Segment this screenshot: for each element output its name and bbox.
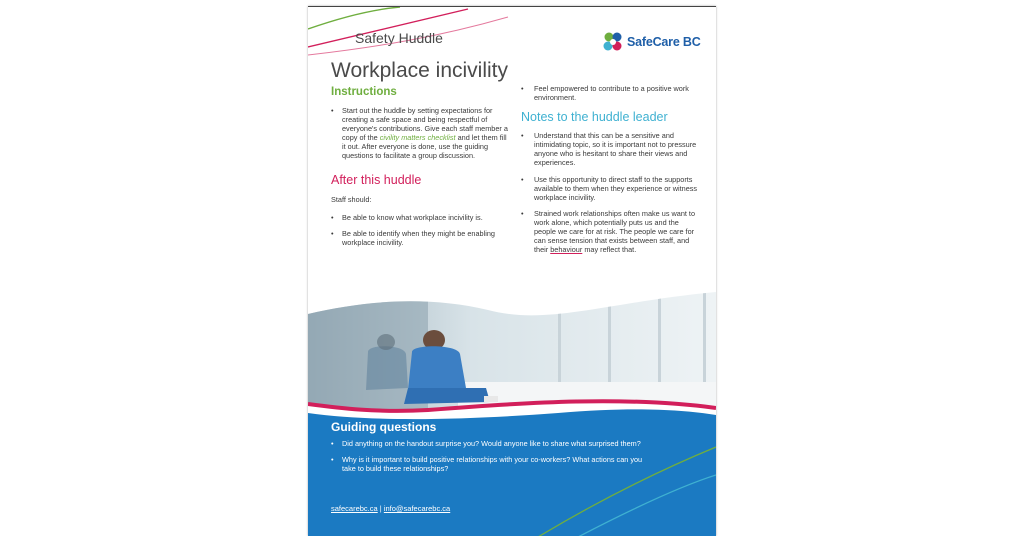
list-item-text: Did anything on the handout surprise you? Would anyone like to share what surprised them? [342, 439, 641, 448]
instructions-text-end: and let them fill it out. After everyone is done, use the guiding questions to facilitate a group discussion. [342, 133, 507, 161]
after-huddle-intro: Staff should: [331, 194, 372, 204]
bullet-icon: • [331, 439, 334, 448]
notes-heading: Notes to the huddle leader [521, 110, 668, 125]
bullet-icon: • [331, 212, 334, 222]
after-huddle-list [331, 213, 511, 247]
logo-wordmark: SafeCare BC [627, 35, 701, 49]
instructions-list [331, 106, 511, 161]
list-item [521, 175, 701, 202]
list-item [331, 455, 651, 473]
bullet-icon: • [521, 84, 524, 93]
bullet-icon: • [521, 131, 524, 141]
after-huddle-list-continued [521, 84, 701, 102]
list-item-text: Feel empowered to contribute to a positive work environment. [534, 84, 689, 103]
page-title: Workplace incivility [331, 59, 508, 82]
instructions-heading: Instructions [331, 86, 397, 98]
list-item [331, 439, 651, 448]
bullet-icon: • [331, 228, 334, 238]
list-item-text-start: Strained work relationships often make us want to work alone, which potentially puts us and the people we care for at risk. The people we care for can sense tension that exists between staff, and their [534, 208, 696, 255]
guiding-questions-list [331, 439, 651, 480]
footer-contact [331, 504, 450, 513]
bullet-icon: • [521, 174, 524, 184]
list-item-text-end: may reflect that. [582, 245, 637, 255]
list-item-text: Understand that this can be a sensitive and intimidating topic, so it is important not to pressure anyone who is hesitant to share their views and experiences. [534, 131, 697, 168]
safecare-logo-icon [602, 31, 624, 53]
list-item [521, 209, 701, 254]
civility-checklist-link[interactable]: civility matters checklist [379, 133, 456, 143]
list-item-text: Be able to know what workplace incivility is. [342, 212, 483, 222]
footer-separator: | [377, 504, 384, 513]
list-item [331, 213, 511, 222]
list-item [331, 106, 511, 161]
safecare-bc-logo [602, 31, 701, 55]
email-link[interactable]: info@safecarebc.ca [383, 504, 451, 513]
website-link[interactable]: safecarebc.ca [331, 504, 378, 513]
right-column [521, 84, 701, 261]
bullet-icon: • [521, 208, 524, 218]
after-huddle-heading: After this huddle [331, 172, 422, 187]
hospital-hallway-photo [308, 292, 716, 416]
list-item [521, 84, 701, 102]
instructions-text-start: Start out the huddle by setting expectations for creating a safe space and being respectful of everyone's contributions. Give each staff member a copy of the [342, 106, 508, 143]
list-item [331, 229, 511, 247]
guiding-questions-heading: Guiding questions [331, 420, 437, 434]
huddle-type-label: Safety Huddle [355, 30, 443, 46]
huddle-document-page [308, 6, 716, 536]
notes-list [521, 131, 701, 254]
left-column [331, 86, 511, 254]
list-item-text: Be able to identify when they might be enabling workplace incivility. [342, 228, 495, 247]
bullet-icon: • [331, 455, 334, 465]
list-item-text: Why is it important to build positive relationships with your co-workers? What actions can you take to build these relationships? [342, 455, 643, 474]
underlined-word: behaviour [550, 245, 583, 255]
bullet-icon: • [331, 106, 334, 115]
list-item [521, 131, 701, 167]
list-item-text: Use this opportunity to direct staff to the supports available to them when they experience or witness workplace incivility. [534, 174, 698, 202]
